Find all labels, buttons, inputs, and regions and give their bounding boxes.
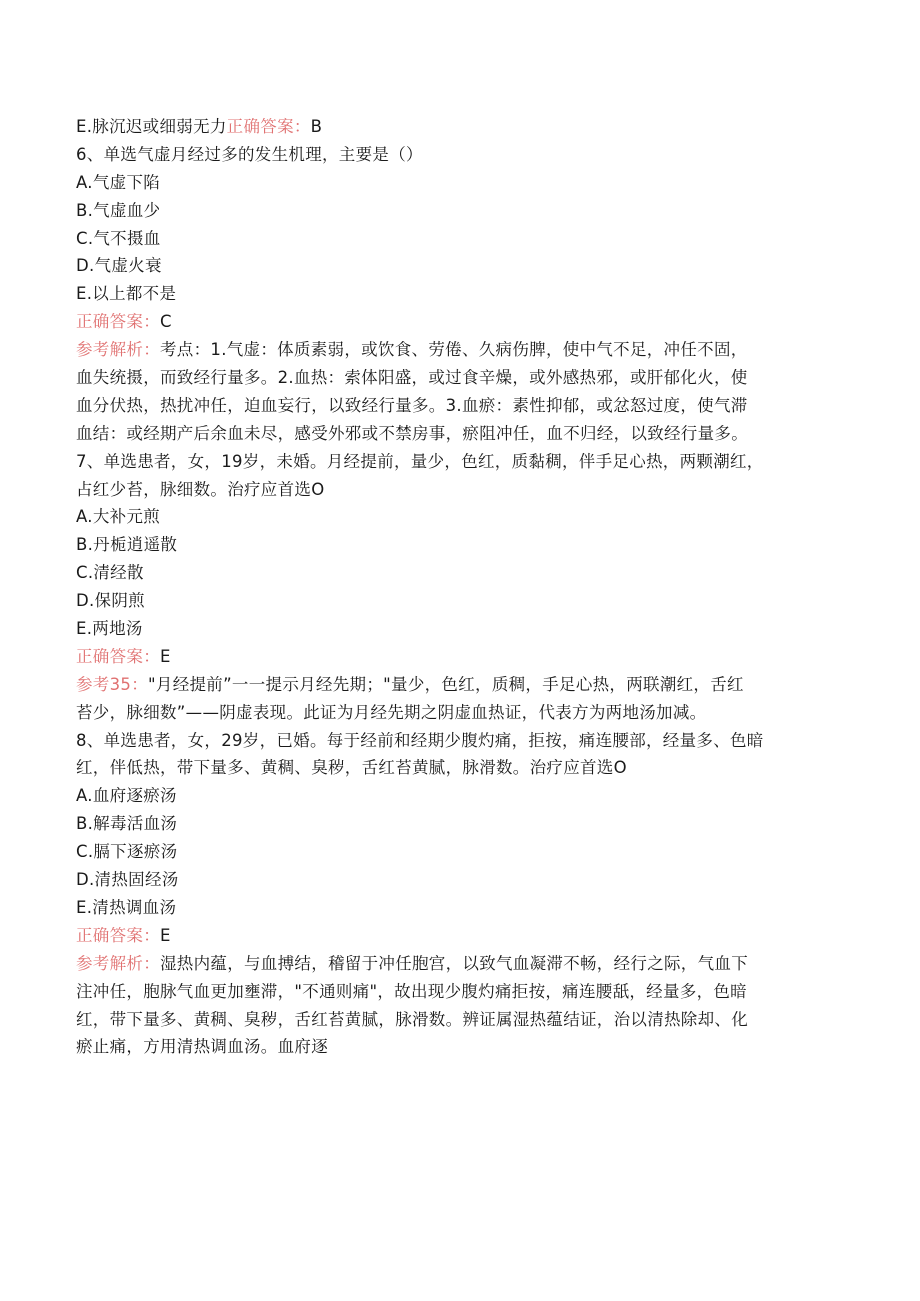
text-span: 湿热内蕴，与血搏结，稽留于冲任胞宫，以致气血凝滞不畅，经行之际，气血下 — [160, 953, 748, 973]
text-span: B.解毒活血汤 — [76, 814, 178, 834]
text-span: B.丹栀逍遥散 — [76, 535, 178, 555]
text-line — [76, 113, 836, 141]
text-line — [76, 727, 836, 755]
text-line — [76, 978, 836, 1006]
text-line — [76, 392, 836, 420]
text-line — [76, 699, 836, 727]
text-span: 8、单选患者，女，29岁，已婚。每于经前和经期少腹灼痛，拒按，痛连腰部，经量多、色暗 — [76, 730, 764, 750]
answer-label: 参考35： — [76, 674, 148, 694]
text-span: 苔少，脉细数”——阴虚表现。此证为月经先期之阴虚血热证，代表方为两地汤加减。 — [76, 702, 707, 722]
text-span: 红，伴低热，带下量多、黄稠、臭秽，舌红苔黄腻，脉滑数。治疗应首选O — [76, 758, 627, 778]
text-span: "月经提前”一一提示月经先期；"量少，色红，质稠，手足心热，两联潮红，舌红 — [148, 674, 744, 694]
text-line — [76, 252, 836, 280]
text-span: E — [160, 925, 171, 945]
text-span: A.气虚下陷 — [76, 172, 161, 192]
text-span: E.脉沉迟或细弱无力 — [76, 117, 227, 136]
text-line — [76, 922, 836, 950]
text-line — [76, 531, 836, 559]
text-span: C.膈下逐瘀汤 — [76, 842, 178, 862]
text-line — [76, 225, 836, 253]
text-span: 瘀止痛，方用清热调血汤。血府逐 — [76, 1037, 328, 1057]
answer-label: 正确答案： — [76, 312, 160, 332]
text-line — [76, 1033, 836, 1061]
text-span: E.两地汤 — [76, 619, 143, 639]
text-span: 考点：1.气虚：体质素弱，或饮食、劳倦、久病伤脾，使中气不足，冲任不固， — [160, 340, 748, 360]
answer-label: 正确答案： — [76, 925, 160, 945]
text-line — [76, 141, 836, 169]
text-span: B.气虚血少 — [76, 200, 161, 220]
text-line — [76, 308, 836, 336]
text-line — [76, 364, 836, 392]
text-line — [76, 894, 836, 922]
text-line — [76, 280, 836, 308]
text-span: D.气虚火衰 — [76, 256, 162, 276]
text-line — [76, 810, 836, 838]
text-span: E.以上都不是 — [76, 284, 177, 304]
text-line — [76, 866, 836, 894]
document-body — [76, 113, 836, 1061]
text-line — [76, 197, 836, 225]
text-line — [76, 838, 836, 866]
answer-label: 参考解析： — [76, 340, 160, 360]
text-line — [76, 448, 836, 476]
text-line — [76, 503, 836, 531]
text-line — [76, 782, 836, 810]
text-span: E.清热调血汤 — [76, 897, 177, 917]
text-span: 6、单选气虚月经过多的发生机理，主要是（） — [76, 144, 423, 164]
text-span: A.血府逐瘀汤 — [76, 786, 177, 806]
text-line — [76, 476, 836, 504]
text-line — [76, 643, 836, 671]
text-span: B — [310, 117, 323, 136]
text-line — [76, 587, 836, 615]
text-line — [76, 1006, 836, 1034]
text-line — [76, 671, 836, 699]
answer-label: 参考解析： — [76, 953, 160, 973]
text-line — [76, 754, 836, 782]
text-span: 血失统摄，而致经行量多。2.血热：索体阳盛，或过食辛燥，或外感热邪，或肝郁化火，使 — [76, 368, 748, 388]
text-span: E — [160, 646, 171, 666]
text-line — [76, 615, 836, 643]
text-line — [76, 336, 836, 364]
text-span: A.大补元煎 — [76, 507, 161, 527]
text-span: D.清热固经汤 — [76, 870, 179, 890]
answer-label: 正确答案： — [226, 117, 311, 136]
text-span: 血分伏热，热扰冲任，迫血妄行，以致经行量多。3.血瘀：素性抑郁，或忿怒过度，使气滞 — [76, 395, 748, 415]
text-line — [76, 559, 836, 587]
text-line — [76, 950, 836, 978]
text-span: 7、单选患者，女，19岁，未婚。月经提前，量少，色红，质黏稠，伴手足心热，两颗潮红， — [76, 451, 764, 471]
text-span: C.气不摄血 — [76, 228, 161, 248]
answer-label: 正确答案： — [76, 646, 160, 666]
text-line — [76, 420, 836, 448]
text-span: 血结：或经期产后余血未尽，感受外邪或不禁房事，瘀阻冲任，血不归经，以致经行量多。 — [76, 423, 748, 443]
text-span: 占红少苔，脉细数。治疗应首选O — [76, 479, 325, 499]
text-span: D.保阴煎 — [76, 591, 145, 611]
text-span: C.清经散 — [76, 563, 144, 583]
text-span: 注冲任，胞脉气血更加壅滞，"不通则痛"，故出现少腹灼痛拒按，痛连腰舐，经量多，色暗 — [76, 981, 747, 1001]
text-span: C — [160, 312, 172, 332]
text-span: 红，带下量多、黄稠、臭秽，舌红苔黄腻，脉滑数。辨证属湿热蕴结证，治以清热除却、化 — [76, 1009, 748, 1029]
text-line — [76, 169, 836, 197]
